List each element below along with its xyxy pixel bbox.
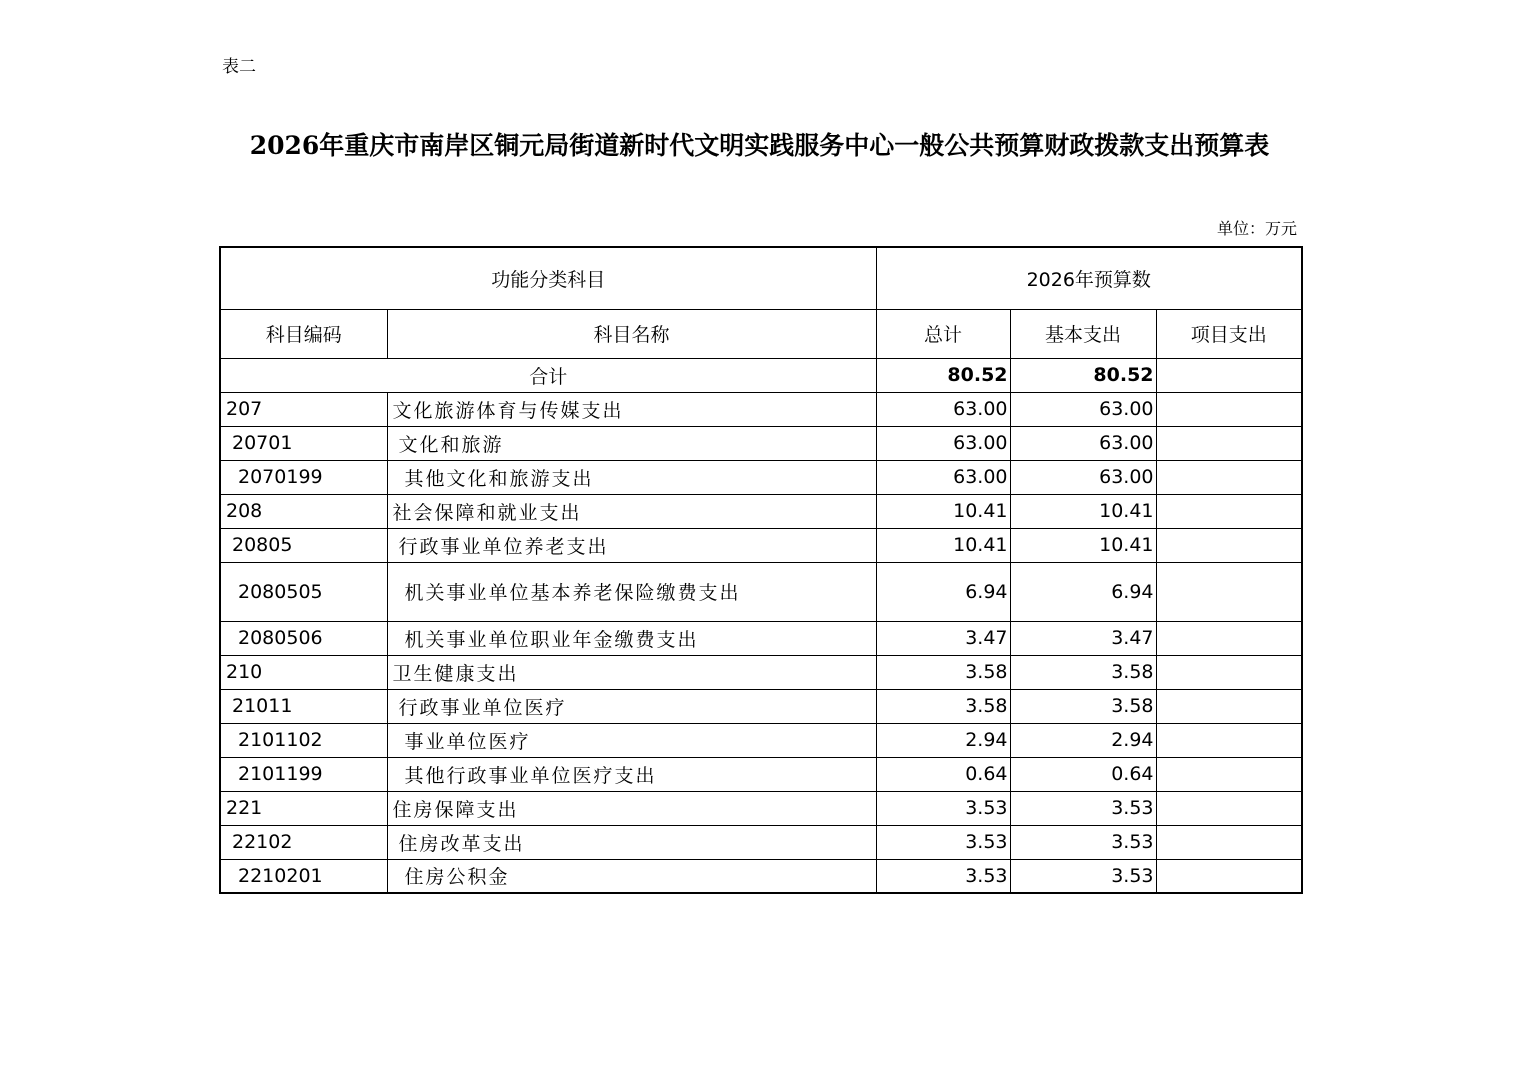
row-code: 208 (220, 494, 387, 528)
table-row (220, 757, 1302, 791)
row-total: 63.00 (876, 392, 1010, 426)
row-total: 63.00 (876, 460, 1010, 494)
header-project: 项目支出 (1156, 309, 1302, 358)
total-project (1156, 358, 1302, 392)
row-project (1156, 494, 1302, 528)
row-code: 2070199 (220, 460, 387, 494)
row-name: 住房保障支出 (387, 791, 876, 825)
table-label: 表二 (222, 57, 256, 77)
row-basic: 3.53 (1010, 859, 1156, 893)
row-total: 3.53 (876, 791, 1010, 825)
header-function-category: 功能分类科目 (220, 247, 876, 309)
row-name: 社会保障和就业支出 (387, 494, 876, 528)
row-project (1156, 757, 1302, 791)
table-row (220, 460, 1302, 494)
table-row (220, 528, 1302, 562)
budget-table (219, 246, 1303, 894)
unit-label: 单位：万元 (1216, 219, 1297, 238)
row-code: 22102 (220, 825, 387, 859)
row-code: 2101199 (220, 757, 387, 791)
header-total: 总计 (876, 309, 1010, 358)
row-total: 3.58 (876, 655, 1010, 689)
row-basic: 3.47 (1010, 621, 1156, 655)
header-code: 科目编码 (220, 309, 387, 358)
header-row-group (220, 247, 1302, 309)
row-basic: 3.58 (1010, 689, 1156, 723)
row-name: 文化和旅游 (387, 426, 876, 460)
row-code: 20805 (220, 528, 387, 562)
row-project (1156, 562, 1302, 621)
row-code: 20701 (220, 426, 387, 460)
table-row (220, 562, 1302, 621)
row-project (1156, 689, 1302, 723)
header-basic: 基本支出 (1010, 309, 1156, 358)
row-basic: 3.53 (1010, 825, 1156, 859)
row-code: 221 (220, 791, 387, 825)
row-total: 3.58 (876, 689, 1010, 723)
row-name: 其他行政事业单位医疗支出 (387, 757, 876, 791)
row-project (1156, 791, 1302, 825)
row-code: 210 (220, 655, 387, 689)
row-name: 行政事业单位养老支出 (387, 528, 876, 562)
row-total: 3.53 (876, 825, 1010, 859)
row-project (1156, 392, 1302, 426)
row-project (1156, 426, 1302, 460)
header-row-columns (220, 309, 1302, 358)
row-code: 2080505 (220, 562, 387, 621)
row-total: 0.64 (876, 757, 1010, 791)
row-code: 207 (220, 392, 387, 426)
row-basic: 63.00 (1010, 460, 1156, 494)
row-name: 其他文化和旅游支出 (387, 460, 876, 494)
table-row (220, 825, 1302, 859)
table-row (220, 426, 1302, 460)
total-label: 合计 (220, 358, 876, 392)
table-row (220, 655, 1302, 689)
row-total: 3.53 (876, 859, 1010, 893)
row-name: 行政事业单位医疗 (387, 689, 876, 723)
total-sum: 80.52 (876, 358, 1010, 392)
row-basic: 3.53 (1010, 791, 1156, 825)
row-name: 机关事业单位基本养老保险缴费支出 (387, 562, 876, 621)
table-row (220, 689, 1302, 723)
header-budget-2026: 2026年预算数 (876, 247, 1302, 309)
row-project (1156, 528, 1302, 562)
row-name: 机关事业单位职业年金缴费支出 (387, 621, 876, 655)
row-basic: 2.94 (1010, 723, 1156, 757)
row-code: 21011 (220, 689, 387, 723)
row-project (1156, 723, 1302, 757)
row-basic: 10.41 (1010, 494, 1156, 528)
row-project (1156, 825, 1302, 859)
row-total: 63.00 (876, 426, 1010, 460)
row-code: 2210201 (220, 859, 387, 893)
row-project (1156, 621, 1302, 655)
table-row (220, 392, 1302, 426)
row-total: 3.47 (876, 621, 1010, 655)
row-name: 文化旅游体育与传媒支出 (387, 392, 876, 426)
row-code: 2080506 (220, 621, 387, 655)
row-code: 2101102 (220, 723, 387, 757)
row-name: 卫生健康支出 (387, 655, 876, 689)
total-row (220, 358, 1302, 392)
table-row (220, 859, 1302, 893)
table-row (220, 621, 1302, 655)
table-row (220, 723, 1302, 757)
table-row (220, 791, 1302, 825)
row-total: 10.41 (876, 528, 1010, 562)
row-basic: 10.41 (1010, 528, 1156, 562)
total-basic: 80.52 (1010, 358, 1156, 392)
row-basic: 63.00 (1010, 392, 1156, 426)
row-basic: 6.94 (1010, 562, 1156, 621)
header-name: 科目名称 (387, 309, 876, 358)
row-project (1156, 859, 1302, 893)
row-basic: 3.58 (1010, 655, 1156, 689)
row-name: 住房公积金 (387, 859, 876, 893)
row-project (1156, 655, 1302, 689)
row-total: 10.41 (876, 494, 1010, 528)
row-total: 2.94 (876, 723, 1010, 757)
page-title: 2026年重庆市南岸区铜元局街道新时代文明实践服务中心一般公共预算财政拨款支出预算表 (249, 131, 1270, 160)
table-row (220, 494, 1302, 528)
row-basic: 0.64 (1010, 757, 1156, 791)
row-name: 事业单位医疗 (387, 723, 876, 757)
row-basic: 63.00 (1010, 426, 1156, 460)
row-project (1156, 460, 1302, 494)
row-name: 住房改革支出 (387, 825, 876, 859)
row-total: 6.94 (876, 562, 1010, 621)
